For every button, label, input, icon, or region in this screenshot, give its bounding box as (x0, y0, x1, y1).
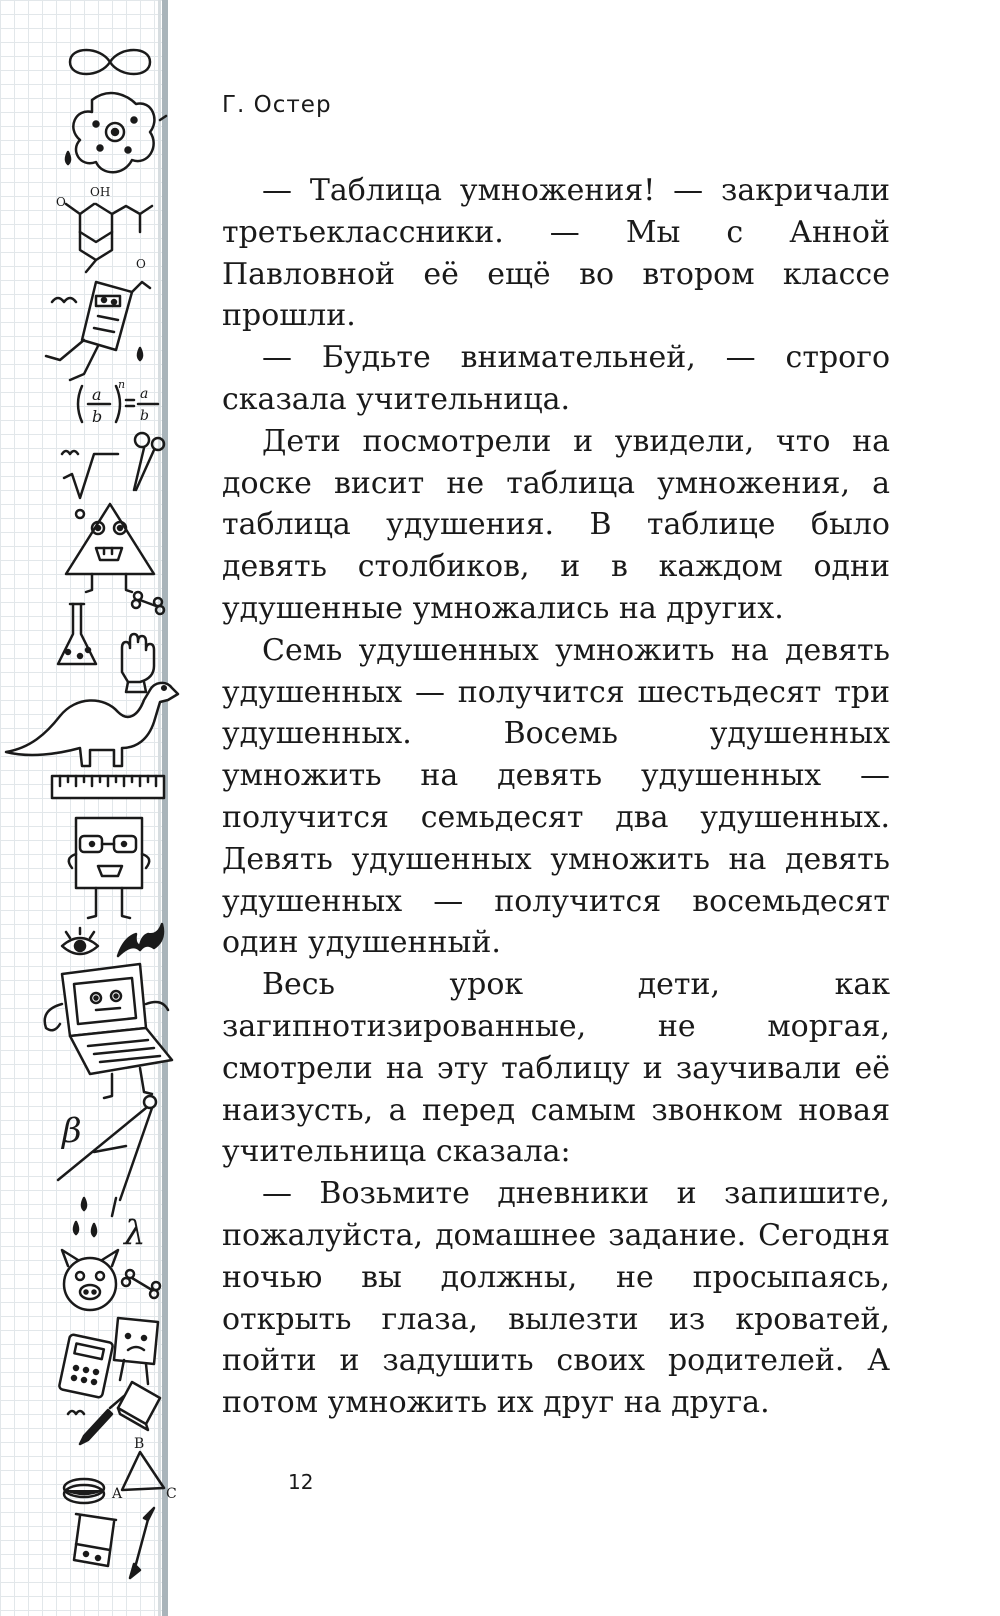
infinity-icon (70, 50, 150, 74)
doodle-illustrations (0, 0, 177, 1616)
pig-monster-icon (62, 1250, 118, 1310)
box-monster-icon (114, 1318, 158, 1384)
flask-icon (58, 604, 96, 664)
eye-icon (62, 928, 98, 954)
formula-n: n (118, 378, 126, 391)
petri-dish-icon (64, 1479, 104, 1503)
book-icon (118, 1382, 160, 1430)
lambda-glyph: λ (124, 1213, 146, 1253)
body-text (222, 170, 890, 1424)
running-head: Г. Остер (222, 92, 332, 118)
paragraph: — Таблица умножения! — закричали третьеклассники. — Мы с Анной Павловной её ещё во втором классе прошли. (222, 173, 890, 334)
doodle-margin (0, 0, 177, 1616)
paragraph: Весь урок дети, как загипнотизированные, не моргая, смотрели на эту таблицу и заучивали её наизусть, а перед самым звонком новая учительница сказала: (222, 967, 890, 1170)
drops-icon (74, 1198, 96, 1236)
paragraph: — Будьте внимательней, — строго сказала учительница. (222, 340, 890, 417)
triangle-abc-icon (111, 1436, 177, 1502)
beta-glyph: β (62, 1111, 82, 1151)
calculator-icon (59, 1334, 114, 1398)
svg-text:b: b (140, 408, 149, 424)
power-formula-icon (62, 378, 158, 454)
vertex-b: B (134, 1436, 145, 1452)
beaker-icon (74, 1514, 116, 1566)
bone-icon-2 (122, 1270, 160, 1298)
square-root-icon (64, 454, 118, 498)
beta-symbol-icon (60, 1111, 82, 1151)
svg-text:a: a (140, 386, 149, 402)
paragraph: Семь удушенных умножить на девять удушенных — получится шестьдесят три удушенных. Восемь удушенных умножить на девять удушенных — получится семьдесят два удушенных. Девять удушенных умножить на девять удушенных — получится восемьдесят один удушенный. (222, 632, 890, 961)
o-label-2: O (136, 257, 146, 271)
robot-creature-icon (46, 282, 150, 380)
molecule-icon (56, 185, 152, 272)
triangle-monster-icon (66, 504, 154, 592)
laptop-monster-icon (45, 964, 172, 1098)
bat-icon (118, 924, 163, 956)
glove-icon (122, 634, 154, 692)
paragraph: Дети посмотрели и увидели, что на доске висит не таблица умножения, а таблица удушения. В таблице было девять столбиков, и в каждом одни удушенные умножались на других. (222, 423, 890, 626)
formula-a: a (92, 385, 102, 404)
dropper-icon (68, 1396, 124, 1444)
scissors-icon (134, 433, 164, 490)
lambda-symbol-icon (122, 1213, 146, 1253)
formula-b: b (92, 407, 103, 426)
oh-label: OH (90, 185, 111, 199)
paragraph: — Возьмите дневники и запишите, пожалуйста, домашнее задание. Сегодня ночью вы должны, не просыпаясь, открыть глаза, вылезти из кроватей, пойти и задушить своих родителей. А потом умножить их друг на друга. (222, 1176, 890, 1421)
amoeba-icon (66, 93, 166, 172)
dinosaur-icon (6, 683, 178, 766)
page-number: 12 (288, 1470, 314, 1494)
square-monster-icon (69, 818, 149, 918)
vertex-a: A (112, 1486, 123, 1502)
brush-icon (130, 1508, 154, 1578)
o-label-1: O (56, 195, 66, 209)
vertex-c: C (166, 1486, 177, 1502)
ruler-icon (52, 776, 164, 798)
bone-icon (132, 592, 164, 614)
